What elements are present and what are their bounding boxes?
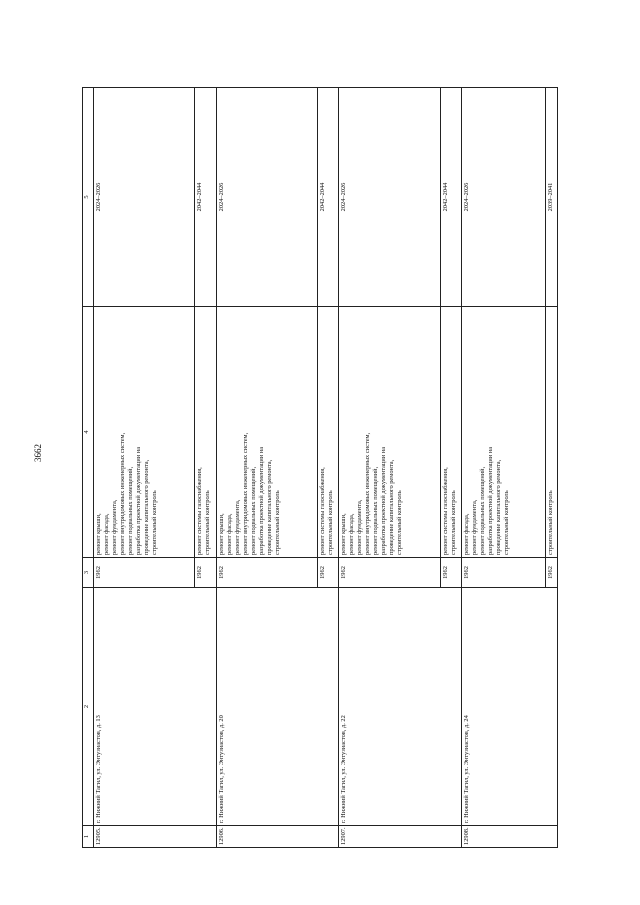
year-cell: 1962 [440,558,461,588]
work-item: ремонт подвальных помещений, [249,466,257,555]
period-cell: 2042–2044 [318,88,339,307]
works-cell [440,307,461,558]
period-cell: 2024–2026 [94,88,195,307]
year-cell: 1962 [94,558,195,588]
table-row [94,88,195,848]
period-cell: 2024–2026 [339,88,440,307]
works-cell [461,307,546,558]
period-cell: 2039–2041 [546,88,558,307]
year-cell: 1962 [461,558,546,588]
period-cell: 2042–2044 [195,88,216,307]
work-item: ремонт внутридомовых инженерных систем, [241,432,249,555]
capital-repair-table [82,87,558,848]
work-item: ремонт системы газоснабжения, [319,467,327,555]
row-number-cell: 12905. [94,826,217,848]
period-cell: 2024–2026 [461,88,546,307]
header-row [83,88,94,848]
work-item: проведение капитального ремонта, [265,459,273,555]
works-cell [546,307,558,558]
work-item: ремонт внутридомовых инженерных систем, [364,432,372,555]
work-item: разработка проектной документации на [135,446,142,555]
col-header-5: 5 [83,88,94,307]
work-item: ремонт фундамента, [111,499,118,555]
period-cell: 2024–2026 [216,88,317,307]
work-item: проведение капитального ремонта, [388,459,396,555]
work-item: ремонт подвальных помещений, [478,466,486,555]
table-body [94,88,558,848]
works-cell [339,307,440,558]
work-item: ремонт подвальных помещений, [372,466,380,555]
address-cell: г. Нижний Тагил, ул. Энтузиастов, д. 20 [216,588,339,826]
work-item: строительный контроль [396,490,404,555]
work-item: разработка проектной документации на [380,446,388,555]
row-number-cell: 12906. [216,826,339,848]
work-item: ремонт фасада, [103,513,110,555]
work-item: ремонт фасада, [462,513,470,555]
col-header-2: 2 [83,588,94,826]
work-item: разработка проектной документации на [257,446,265,555]
work-item: ремонт системы газоснабжения, [441,467,449,555]
row-number-cell: 12907. [339,826,462,848]
row-number-cell: 12908. [461,826,557,848]
work-item: строительный контроль [547,490,555,555]
work-item: проведение капитального ремонта, [494,459,502,555]
work-item: ремонт крыши, [217,513,225,555]
work-item: ремонт фундамента, [470,499,478,555]
year-cell: 1962 [546,558,558,588]
address-cell: г. Нижний Тагил, ул. Энтузиастов, д. 24 [461,588,557,826]
page-number: 3662 [33,444,43,462]
address-cell: г. Нижний Тагил, ул. Энтузиастов, д. 13 [94,588,217,826]
work-item: строительный контроль [204,490,212,555]
col-header-1: 1 [83,826,94,848]
work-item: ремонт подвальных помещений, [127,466,134,555]
work-item: строительный контроль [502,490,510,555]
period-cell: 2042–2044 [440,88,461,307]
address-cell: г. Нижний Тагил, ул. Энтузиастов, д. 22 [339,588,462,826]
table-row [461,88,546,848]
year-cell: 1962 [195,558,216,588]
works-cell [195,307,216,558]
work-item: строительный контроль [273,490,281,555]
works-cell [318,307,339,558]
work-item: ремонт крыши, [95,513,102,555]
year-cell: 1962 [216,558,317,588]
col-header-3: 3 [83,558,94,588]
work-item: ремонт фасада, [225,513,233,555]
table-row [339,88,440,848]
works-cell [216,307,317,558]
rotated-table-wrapper [82,88,558,848]
work-item: ремонт внутридомовых инженерных систем, [119,432,126,555]
table-row [216,88,317,848]
work-item: разработка проектной документации на [486,446,494,555]
work-item: ремонт фундамента, [356,499,364,555]
works-cell [94,307,195,558]
work-item: строительный контроль [327,490,335,555]
work-item: строительный контроль [449,490,457,555]
year-cell: 1962 [339,558,440,588]
year-cell: 1962 [318,558,339,588]
work-item: ремонт крыши, [340,513,348,555]
work-item: проведение капитального ремонта, [143,459,150,555]
col-header-4: 4 [83,307,94,558]
work-item: ремонт фасада, [348,513,356,555]
work-item: ремонт фундамента, [233,499,241,555]
work-item: ремонт системы газоснабжения, [196,467,204,555]
work-item: строительный контроль [151,490,158,555]
